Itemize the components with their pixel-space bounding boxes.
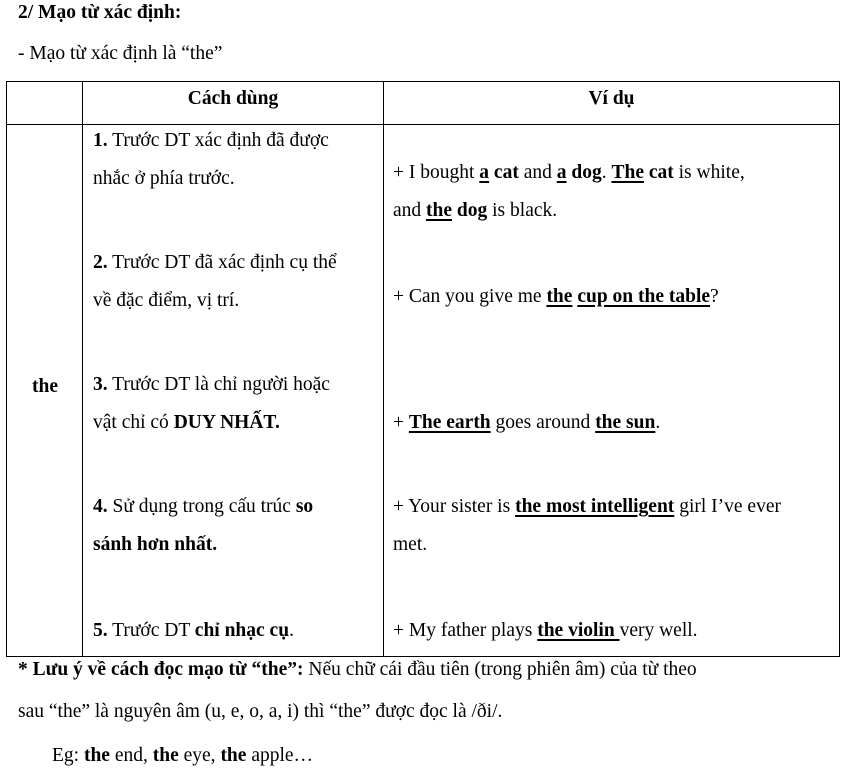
usage-item-2-line-2 [93, 290, 239, 312]
bold-text: the [83, 745, 110, 766]
text-segment: apple… [246, 745, 314, 766]
bold-text: dog [456, 200, 488, 221]
underlined-keyword: the [546, 286, 573, 307]
text-segment: Trước DT đã xác định cụ thể [107, 252, 337, 273]
usage-item-1-line-1 [93, 130, 329, 152]
header-example: Ví dụ [588, 88, 635, 109]
text-segment: về đặc điểm, vị trí. [93, 290, 240, 311]
underlined-keyword: the violin [537, 620, 620, 641]
usage-item-4-line-2 [93, 534, 217, 556]
text-segment: + Your sister is [393, 496, 516, 517]
bold-text: the [220, 745, 247, 766]
text-segment: Trước DT xác định đã được [107, 130, 329, 151]
text-segment: and [393, 200, 427, 221]
underlined-keyword: The [611, 162, 644, 183]
table-border-right [839, 81, 840, 657]
underlined-keyword: the most intelligent [515, 496, 675, 517]
example-eg-line [52, 745, 313, 767]
bold-text: chỉ nhạc cụ [194, 620, 290, 641]
bold-text: cat [493, 162, 519, 183]
text-segment: is white, [673, 162, 745, 183]
text-segment: sau “the” là nguyên âm (u, e, o, a, i) thì “the” được đọc là /ði/. [18, 701, 503, 722]
underlined-keyword: a [479, 162, 490, 183]
usage-item-3-line-2 [93, 412, 280, 434]
example-item-3-line-1 [393, 412, 660, 434]
bold-text: * Lưu ý về cách đọc mạo từ “the”: [18, 659, 304, 680]
text-segment: + My father plays [393, 620, 538, 641]
section-heading: 2/ Mạo từ xác định: [18, 2, 182, 23]
text-segment: ? [710, 286, 719, 307]
usage-item-2-line-1 [93, 252, 337, 274]
example-item-4-line-2 [393, 534, 427, 556]
table-border-bottom [6, 656, 840, 657]
text-segment: + Can you give me [393, 286, 547, 307]
bold-text: sánh hơn nhất. [93, 534, 218, 555]
text-segment: girl I’ve ever [674, 496, 781, 517]
usage-item-5-line-1 [93, 620, 294, 642]
text-segment: . [289, 620, 294, 641]
underlined-keyword: the [426, 200, 453, 221]
text-segment: is black. [487, 200, 558, 221]
header-usage: Cách dùng [187, 88, 279, 109]
intro-text: - Mạo từ xác định là “the” [18, 43, 223, 64]
underlined-keyword: The earth [408, 412, 491, 433]
pronunciation-note-line-2 [18, 701, 502, 723]
example-item-1-line-1 [393, 162, 745, 184]
text-segment: . [655, 412, 661, 433]
text-segment: Sử dụng trong cấu trúc [107, 496, 296, 517]
text-segment: and [518, 162, 557, 183]
text-segment: . [601, 162, 612, 183]
bold-text: the [152, 745, 179, 766]
text-segment: Trước DT là chỉ người hoặc [107, 374, 330, 395]
bold-text: so [295, 496, 314, 517]
table-column-divider-2 [383, 81, 384, 657]
usage-item-4-line-1 [93, 496, 313, 518]
table-header-divider [6, 124, 840, 125]
text-segment: Trước DT [107, 620, 195, 641]
underlined-keyword: cup on the table [577, 286, 711, 307]
usage-item-1-line-2 [93, 168, 235, 190]
text-segment: + [393, 412, 409, 433]
text-segment: Nếu chữ cái đầu tiên (trong phiên âm) của từ theo [303, 659, 697, 680]
text-segment: vật chỉ có [93, 412, 174, 433]
table-border-top [6, 81, 840, 82]
row-label-the: the [32, 376, 58, 397]
bold-text: 3. [93, 374, 108, 395]
text-segment: very well. [619, 620, 698, 641]
text-segment: Eg: [52, 745, 84, 766]
pronunciation-note-line-1 [18, 659, 697, 681]
bold-text: 5. [93, 620, 108, 641]
example-item-2-line-1 [393, 286, 719, 308]
example-item-5-line-1 [393, 620, 698, 642]
usage-item-3-line-1 [93, 374, 330, 396]
bold-text: 4. [93, 496, 108, 517]
bold-text: 2. [93, 252, 108, 273]
text-segment: met. [393, 534, 428, 555]
example-item-1-line-2 [393, 200, 557, 222]
text-segment: nhắc ở phía trước. [93, 168, 235, 189]
table-column-divider-1 [82, 81, 83, 657]
text-segment: + I bought [393, 162, 480, 183]
text-segment: eye, [178, 745, 221, 766]
text-segment: end, [109, 745, 153, 766]
underlined-keyword: the sun [595, 412, 656, 433]
text-segment: goes around [490, 412, 596, 433]
underlined-keyword: a [556, 162, 567, 183]
example-item-4-line-1 [393, 496, 781, 518]
table-border-left [6, 81, 7, 657]
bold-text: dog [571, 162, 602, 183]
bold-text: DUY NHẤT. [173, 412, 280, 433]
bold-text: 1. [93, 130, 108, 151]
bold-text: cat [648, 162, 674, 183]
